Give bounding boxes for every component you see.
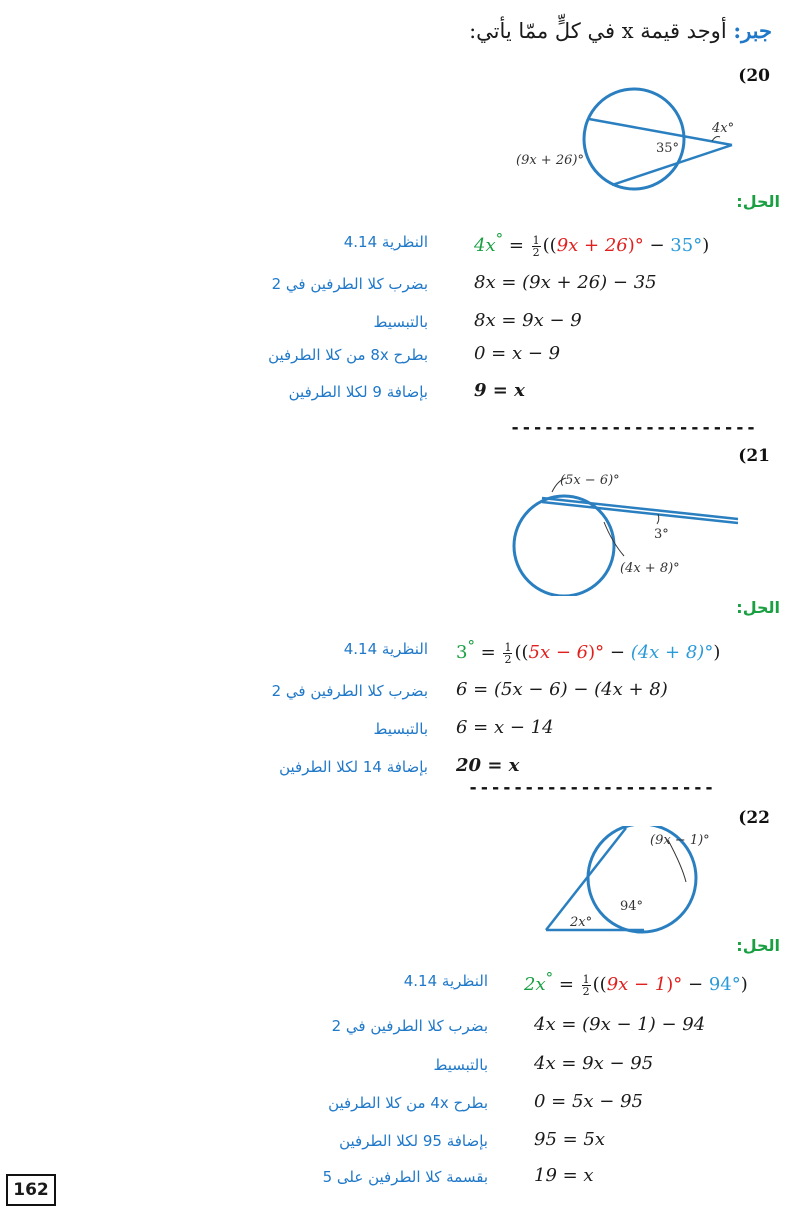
- solution-label-21: الحل:: [736, 598, 780, 617]
- step-20-1-equation: 4x° = $\frac{1}{2}$ ((9x + 26)° − 35°): [474, 230, 710, 259]
- step-20-2-note: بضرب كلا الطرفين في 2: [271, 275, 428, 293]
- step-21-2-note: بضرب كلا الطرفين في 2: [271, 682, 428, 700]
- step-21-4-equation: 20 = x: [456, 755, 520, 776]
- step-22-2-equation: 4x = (9x − 1) − 94: [534, 1014, 706, 1035]
- solution-label-22: الحل:: [736, 936, 780, 955]
- step-22-5-equation: 95 = 5x: [534, 1129, 606, 1150]
- figure-20-outer-arc: (9x + 26)°: [516, 153, 584, 168]
- step-22-6-note: بقسمة كلا الطرفين على 5: [322, 1168, 488, 1186]
- step-20-3-note: بالتبسيط: [373, 313, 428, 331]
- step-22-6-equation: 19 = x: [534, 1165, 594, 1186]
- step-20-5-note: بإضافة 9 لكلا الطرفين: [288, 383, 428, 401]
- problem-number-20: (20: [738, 66, 770, 86]
- exercise-instruction: [469, 18, 772, 43]
- figure-21-near-arc: (4x + 8)°: [620, 561, 680, 576]
- solution-label-20: الحل:: [736, 192, 780, 211]
- figure-21: [500, 466, 770, 596]
- step-20-2-equation: 8x = (9x + 26) − 35: [474, 272, 657, 293]
- step-22-4-note: بطرح 4x من كلا الطرفين: [328, 1094, 488, 1112]
- figure-21-angle: 3°: [654, 527, 669, 542]
- problem-number-22: (22: [738, 808, 770, 828]
- figure-22: [540, 826, 750, 938]
- step-20-5-equation: 9 = x: [474, 380, 525, 401]
- step-21-3-note: بالتبسيط: [373, 720, 428, 738]
- step-22-5-note: بإضافة 95 لكلا الطرفين: [339, 1132, 488, 1150]
- figure-22-outer-arc: (9x − 1)°: [650, 833, 710, 848]
- step-22-3-note: بالتبسيط: [433, 1056, 488, 1074]
- step-21-4-note: بإضافة 14 لكلا الطرفين: [279, 758, 428, 776]
- step-21-1-note: النظرية 4.14: [343, 640, 428, 658]
- figure-22-near-arc: 94°: [620, 899, 644, 914]
- step-22-3-equation: 4x = 9x − 95: [534, 1053, 654, 1074]
- step-22-4-equation: 0 = 5x − 95: [534, 1091, 644, 1112]
- step-22-1-note: النظرية 4.14: [403, 972, 488, 990]
- step-21-2-equation: 6 = (5x − 6) − (4x + 8): [456, 679, 668, 700]
- figure-20-near-arc: 35°: [656, 141, 680, 156]
- separator-2: ----------------------: [468, 778, 716, 798]
- instruction-text: أوجد قيمة x في كلٍّ ممّا يأتي:: [469, 19, 734, 43]
- figure-22-angle: 2x°: [570, 915, 593, 930]
- step-20-4-note: بطرح 8x من كلا الطرفين: [268, 346, 428, 364]
- page-number: 162: [6, 1174, 56, 1206]
- figure-21-outer-arc: (5x − 6)°: [560, 473, 620, 488]
- step-22-2-note: بضرب كلا الطرفين في 2: [331, 1017, 488, 1035]
- step-21-3-equation: 6 = x − 14: [456, 717, 554, 738]
- step-21-1-equation: 3° = $\frac{1}{2}$ ((5x − 6)° − (4x + 8)°): [456, 637, 721, 666]
- step-20-1-note: النظرية 4.14: [343, 233, 428, 251]
- step-22-1-equation: 2x° = $\frac{1}{2}$ ((9x − 1)° − 94°): [524, 969, 748, 998]
- step-20-4-equation: 0 = x − 9: [474, 343, 561, 364]
- figure-20-angle: 4x°: [712, 121, 735, 136]
- problem-number-21: (21: [738, 446, 770, 466]
- instruction-keyword: جبر:: [733, 18, 772, 43]
- separator-1: ----------------------: [510, 418, 758, 438]
- step-20-3-equation: 8x = 9x − 9: [474, 310, 582, 331]
- figure-20: [500, 85, 760, 197]
